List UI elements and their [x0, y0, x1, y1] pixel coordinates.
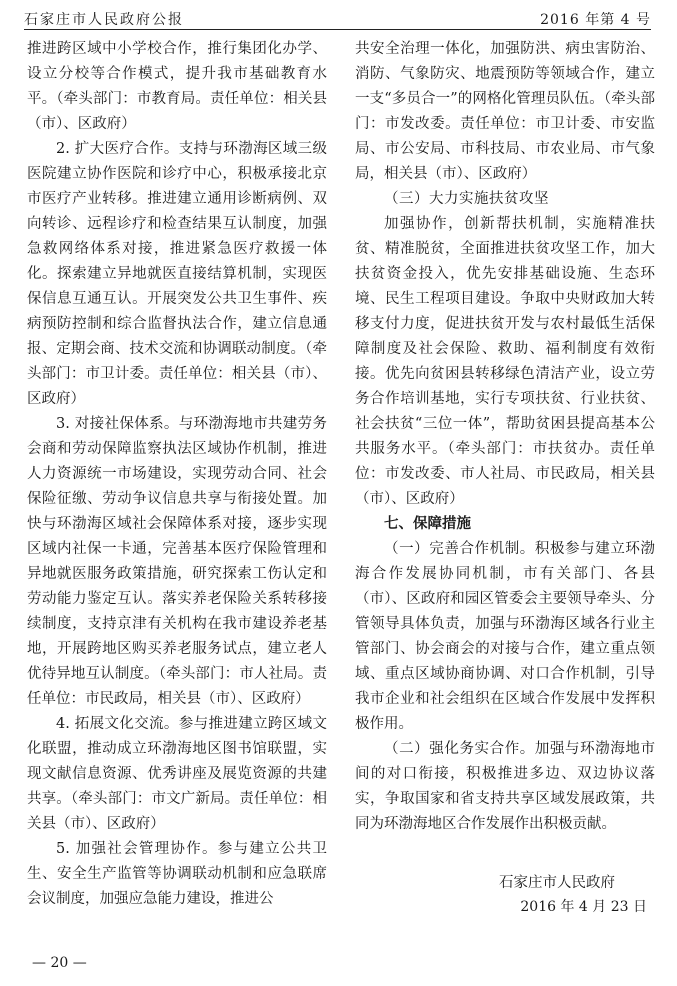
publication-title: 石家庄市人民政府公报	[24, 12, 184, 28]
page-header	[24, 7, 651, 30]
signature-organization: 石家庄市人民政府	[499, 875, 615, 891]
paragraph: 4. 拓展文化交流。参与推进建立跨区域文化联盟，推动成立环渤海地区图书馆联盟，实现文献信息资源、优秀讲座及展览资源的共建共享。（牵头部门：市文广新局。责任单位：相关县（市）、区政府）	[27, 716, 327, 832]
paragraph: （二）强化务实合作。加强与环渤海地市间的对口衔接，积极推进多边、双边协议落实，争取国家和省支持共享区域发展政策，共同为环渤海地区合作发展作出积极贡献。	[355, 741, 655, 832]
paragraph: 共安全治理一体化，加强防洪、病虫害防治、消防、气象防灾、地震预防等领域合作，建立一支“多员合一”的网格化管理员队伍。（牵头部门：市发改委。责任单位：市卫计委、市安监局、市公安局、市科技局、市农业局、市气象局，相关县（市）、区政府）	[355, 41, 655, 182]
page-number: — 20 —	[32, 955, 87, 971]
paragraph: （一）完善合作机制。积极参与建立环渤海合作发展协同机制，市有关部门、各县（市）、区政府和园区管委会主要领导牵头、分管领导具体负责，加强与环渤海区域各行业主管部门、协会商会的对接与合作，建立重点领域、重点区域协商协调、对口合作机制，引导我市企业和社会组织在区域合作发展中发挥积极作用。	[355, 541, 655, 732]
section-heading: 七、保障措施	[384, 516, 471, 532]
paragraph: 3. 对接社保体系。与环渤海地市共建劳务会商和劳动保障监察执法区域协作机制，推进人力资源统一市场建设，实现劳动合同、社会保险征缴、劳动争议信息共享与衔接处置。加快与环渤海区域社会保障体系对接，逐步实现区域内社保一卡通，完善基本医疗保险管理和异地就医服务政策措施，研究探索工伤认定和劳动能力鉴定互认。落实养老保险关系转移接续制度，支持京津有关机构在我市建设养老基地，开展跨地区购买养老服务试点，建立老人优待异地互认制度。（牵头部门：市人社局。责任单位：市民政局，相关县（市）、区政府）	[27, 416, 327, 707]
right-column	[355, 37, 655, 918]
subsection-heading: （三）大力实施扶贫攻坚	[384, 191, 549, 207]
paragraph: 加强协作，创新帮扶机制，实施精准扶贫、精准脱贫，全面推进扶贫攻坚工作，加大扶贫资金投入，优先安排基础设施、生态环境、民生工程项目建设。争取中央财政加大转移支付力度，促进扶贫开发与农村最低生活保障制度及社会保险、救助、福利制度有效衔接。优先向贫困县转移绿色清洁产业，设立劳务合作培训基地，实行专项扶贫、行业扶贫、社会扶贫“三位一体”，帮助贫困县提高基本公共服务水平。（牵头部门：市扶贫办。责任单位：市发改委、市人社局、市民政局，相关县（市）、区政府）	[355, 216, 655, 507]
signature-block	[355, 871, 655, 918]
paragraph: 推进跨区域中小学校合作，推行集团化办学、设立分校等合作模式，提升我市基础教育水平。（牵头部门：市教育局。责任单位：相关县（市）、区政府）	[27, 41, 327, 132]
paragraph: 5. 加强社会管理协作。参与建立公共卫生、安全生产监管等协调联动机制和应急联席会议制度，加强应急能力建设，推进公	[27, 841, 327, 907]
signature-date: 2016 年 4 月 23 日	[520, 899, 647, 915]
paragraph: 2. 扩大医疗合作。支持与环渤海区域三级医院建立协作医院和诊疗中心，积极承接北京市医疗产业转移。推进建立通用诊断病例、双向转诊、远程诊疗和检查结果互认制度，加强急救网络体系对接，推进紧急医疗救援一体化。探索建立异地就医直接结算机制，实现医保信息互通互认。开展突发公共卫生事件、疾病预防控制和综合监督执法合作，建立信息通报、定期会商、技术交流和协调联动制度。（牵头部门：市卫计委。责任单位：相关县（市）、区政府）	[27, 141, 327, 407]
left-column	[27, 37, 327, 912]
issue-number: 2016 年第 4 号	[540, 12, 651, 28]
